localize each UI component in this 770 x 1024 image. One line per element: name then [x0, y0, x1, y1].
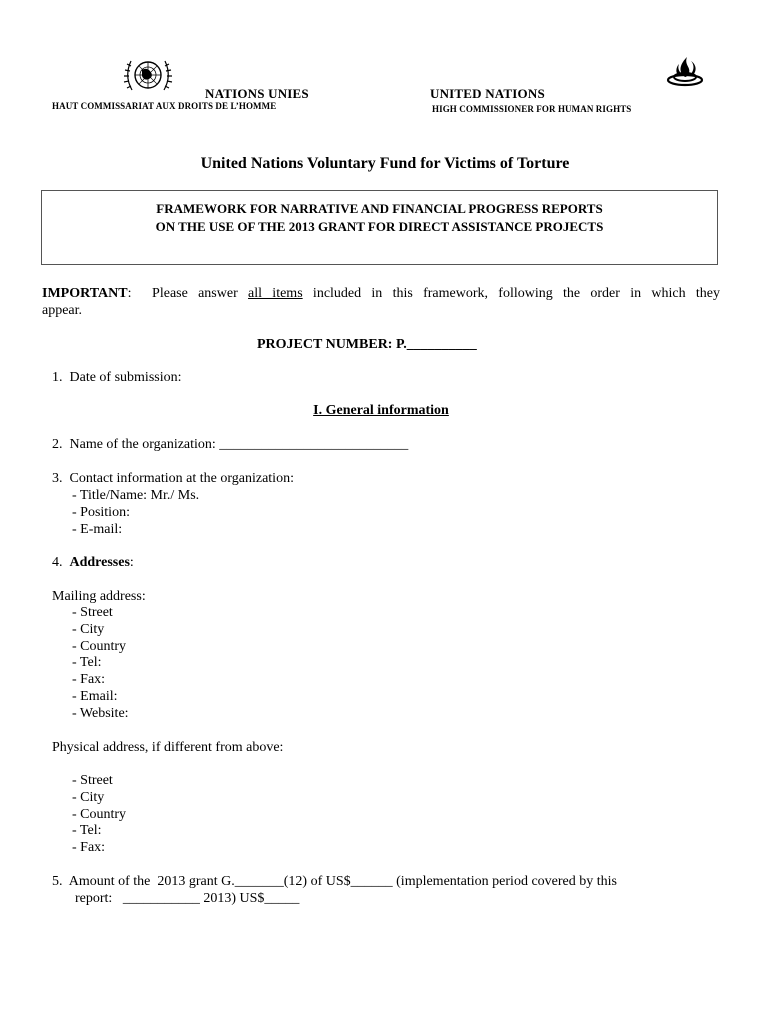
- contact-info-label: 3. Contact information at the organization:: [52, 471, 294, 486]
- important-text-before: : Please answer: [127, 286, 249, 301]
- important-text-after: included in this framework, following the order in which they: [302, 286, 720, 301]
- physical-address-label: Physical address, if different from above:: [52, 740, 284, 755]
- contact-field: - Position:: [72, 505, 130, 520]
- framework-line-1: FRAMEWORK FOR NARRATIVE AND FINANCIAL PROGRESS REPORTS: [156, 201, 603, 216]
- contact-field: - Title/Name: Mr./ Ms.: [72, 488, 200, 503]
- contact-field: - E-mail:: [72, 522, 123, 537]
- addresses-heading: [52, 554, 134, 571]
- document-title: United Nations Voluntary Fund for Victims of Torture: [200, 155, 570, 172]
- physical-field: - Fax:: [72, 840, 106, 855]
- grant-amount-line1: 5. Amount of the 2013 grant G._______(12) of US$______ (implementation period covered by this: [52, 874, 617, 889]
- addresses-number: 4.: [52, 555, 70, 570]
- physical-field: - Tel:: [72, 823, 102, 838]
- mailing-field: - Street: [72, 605, 113, 620]
- section-heading-general: I. General information: [313, 403, 449, 418]
- physical-field: - City: [72, 790, 105, 805]
- mailing-field: - Tel:: [72, 655, 102, 670]
- important-label: IMPORTANT: [42, 286, 128, 301]
- mailing-field: - City: [72, 622, 105, 637]
- mailing-field: - Country: [72, 639, 127, 654]
- mailing-address-label: Mailing address:: [52, 589, 146, 604]
- ohchr-emblem-icon: [663, 55, 707, 89]
- organization-name: 2. Name of the organization: ___________________________: [52, 437, 409, 452]
- important-note: [42, 285, 720, 302]
- framework-line-2: ON THE USE OF THE 2013 GRANT FOR DIRECT ASSISTANCE PROJECTS: [155, 219, 604, 234]
- grant-amount-line2: report: ___________ 2013) US$_____: [75, 891, 300, 906]
- important-underlined: all items: [248, 286, 303, 301]
- important-note-line2: appear.: [42, 303, 83, 318]
- mailing-field: - Email:: [72, 689, 118, 704]
- mailing-field: - Fax:: [72, 672, 106, 687]
- header-left-title: NATIONS UNIES: [205, 86, 309, 101]
- un-emblem-icon: [122, 56, 174, 96]
- physical-field: - Country: [72, 807, 127, 822]
- physical-field: - Street: [72, 773, 113, 788]
- addresses-colon: :: [129, 555, 134, 570]
- header-right-title: UNITED NATIONS: [430, 86, 545, 101]
- framework-title-box: [41, 190, 718, 265]
- date-of-submission: 1. Date of submission:: [52, 370, 182, 385]
- project-number: PROJECT NUMBER: P.__________: [257, 337, 477, 352]
- header-right-subtitle: HIGH COMMISSIONER FOR HUMAN RIGHTS: [432, 104, 632, 114]
- addresses-label: Addresses: [69, 555, 130, 570]
- header-left-subtitle: HAUT COMMISSARIAT AUX DROITS DE L’HOMME: [52, 101, 277, 111]
- mailing-field: - Website:: [72, 706, 129, 721]
